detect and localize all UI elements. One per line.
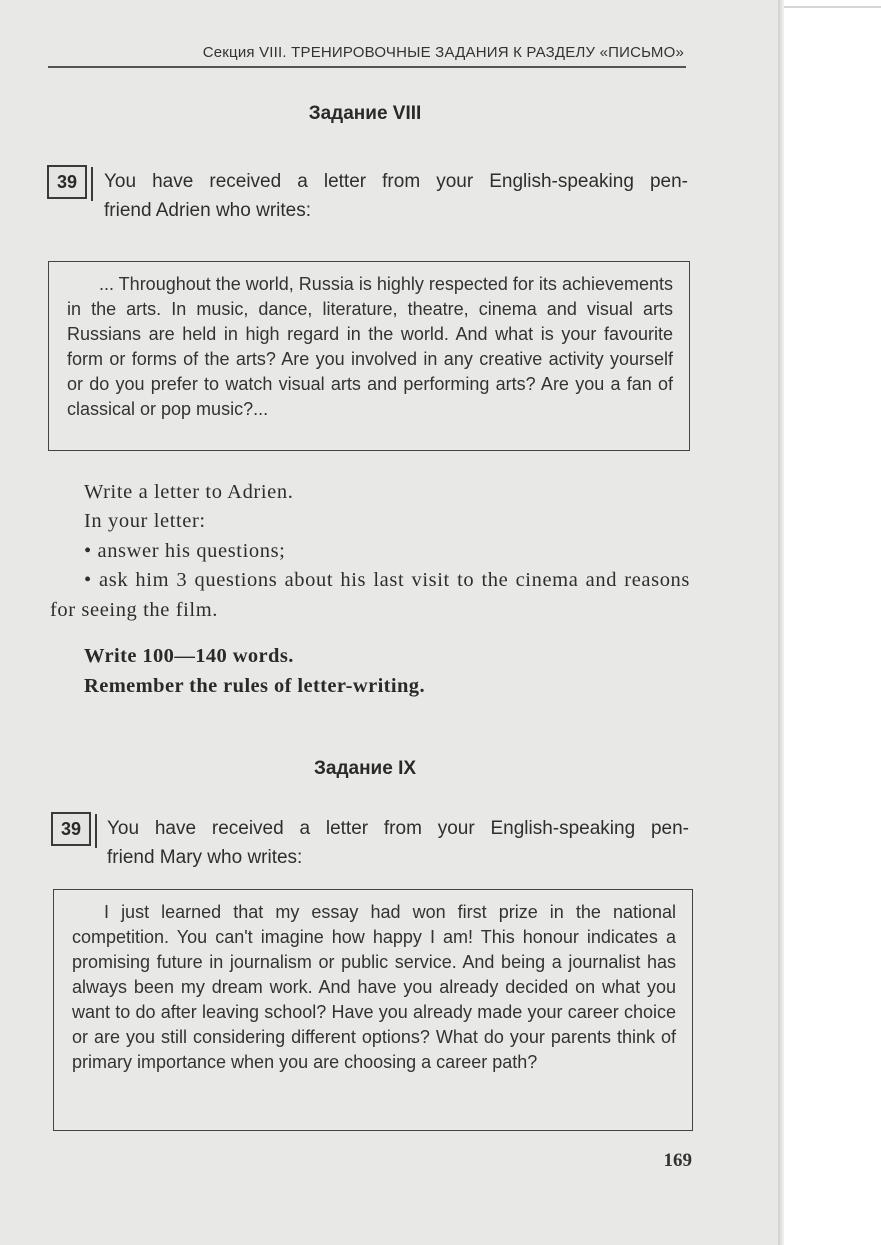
task-ix-intro-line1: You have received a letter from your English-speaking pen- [107,818,689,839]
task-ix-title: Задание IX [313,758,417,779]
running-header: Секция VIII. ТРЕНИРОВОЧНЫЕ ЗАДАНИЯ К РАЗДЕЛУ «ПИСЬМО» [202,44,684,61]
instruction-in-letter: In your letter: [84,510,206,533]
task-ix-intro-line2: friend Mary who writes: [107,847,303,868]
word-count: Write 100—140 words. [84,645,294,667]
page-number: 169 [663,1150,692,1171]
bullet-answer: • answer his questions; [84,539,286,562]
task-ix-intro [107,814,689,872]
task-viii-number-box: 39 [47,165,87,199]
task-viii-intro-line2: friend Adrien who writes: [104,200,311,221]
task-ix-number-box: 39 [51,812,91,846]
task-ix-letter: I just learned that my essay had won first prize in the national competition. You can't imagine how happy I am! This honour indicates a promising future in journalism or public service. And being a journalist has always been my dream work. And have you already decided on what you want to do after leaving school? Have you already made your career choice or are you still considering different options? What do your parents think of primary importance when you are choosing a career path? [53,889,693,1131]
header-rule [48,66,686,68]
instruction-write: Write a letter to Adrien. [84,481,294,503]
scan-margin [784,0,881,1245]
task-viii-instructions [50,478,690,625]
task-viii-letter: ... Throughout the world, Russia is highly respected for its achievements in the arts. In music, dance, literature, theatre, cinema and visual arts Russians are held in high regard in the world. And what is your favourite form or forms of the arts? Are you involved in any creative activity yourself or do you prefer to watch visual arts and performing arts? Are you a fan of classical or pop music?... [48,261,690,451]
task-viii-rules [84,642,425,701]
task-viii-intro [104,167,688,225]
remember-rules: Remember the rules of letter-writing. [84,674,425,697]
bullet-ask: • ask him 3 questions about his last visit to the cinema and reasons for seeing the film. [50,569,690,621]
task-viii-intro-line1: You have received a letter from your English-speaking pen- [104,171,688,192]
margin-line [784,6,881,8]
task-viii-title: Задание VIII [308,103,422,124]
